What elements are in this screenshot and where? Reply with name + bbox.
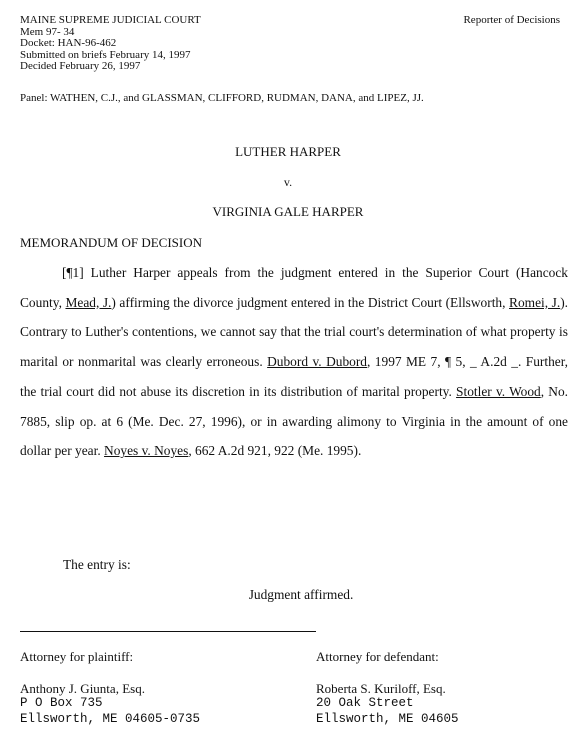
- plaintiff-attorney-address-2: Ellsworth, ME 04605-0735: [20, 711, 201, 726]
- judge-citation: Romei, J.: [509, 294, 561, 310]
- submitted-date: Submitted on briefs February 14, 1997: [20, 48, 191, 61]
- court-name: MAINE SUPREME JUDICIAL COURT: [20, 14, 201, 26]
- text-segment: ) affirming the divorce judgment entered in the District Court (Ellsworth,: [111, 294, 510, 310]
- defendant-attorney-name: Roberta S. Kuriloff, Esq.: [316, 680, 446, 696]
- paragraph-1: [20, 258, 568, 466]
- court-header: [20, 15, 201, 73]
- text-segment: , No. 7885, slip op. at 6 (Me. Dec. 27, 1996), or in awarding alimony to Virginia in the amount of one dollar per year.: [20, 383, 568, 459]
- judgment-text: Judgment affirmed.: [248, 587, 354, 602]
- defendant-attorney-label: Attorney for defendant:: [316, 649, 439, 664]
- plaintiff-attorney-block: [20, 649, 200, 727]
- plaintiff-name: LUTHER HARPER: [235, 144, 341, 159]
- judge-citation: Mead, J.: [65, 294, 112, 310]
- text-segment: , 1997 ME 7, ¶ 5, _ A.2d _. Further, the trial court did not abuse its discretion in its distribution of marital property.: [20, 354, 568, 399]
- versus: v.: [283, 175, 293, 189]
- panel-line: Panel: WATHEN, C.J., and GLASSMAN, CLIFFORD, RUDMAN, DANA, and LIPEZ, JJ.: [20, 92, 424, 104]
- entry-label: The entry is:: [63, 557, 131, 572]
- docket-number: Docket: HAN-96-462: [20, 37, 117, 49]
- defendant-attorney-block: [316, 649, 459, 727]
- memo-number: Mem 97- 34: [20, 25, 75, 38]
- text-segment: , 662 A.2d 921, 922 (Me. 1995).: [188, 443, 362, 459]
- case-citation: Dubord v. Dubord: [267, 354, 368, 370]
- decision-body: [20, 258, 568, 466]
- reporter-of-decisions: Reporter of Decisions: [463, 14, 560, 26]
- defendant-name: VIRGINIA GALE HARPER: [212, 204, 364, 219]
- signature-rule: [20, 631, 316, 632]
- defendant-attorney-address-1: 20 Oak Street: [316, 696, 414, 710]
- decided-date: Decided February 26, 1997: [20, 60, 141, 72]
- case-citation: Noyes v. Noyes: [104, 443, 189, 459]
- defendant-attorney-address-2: Ellsworth, ME 04605: [316, 711, 459, 726]
- plaintiff-attorney-address-1: P O Box 735: [20, 696, 103, 710]
- memo-title: MEMORANDUM OF DECISION: [20, 235, 203, 250]
- text-segment: ). Contrary to Luther's contentions, we cannot say that the trial court's determination of what property is marital or nonmarital was clearly erroneous.: [20, 294, 569, 370]
- text-segment: [¶1] Luther Harper appeals from the judgment entered in the Superior Court (Hancock County,: [20, 265, 568, 310]
- plaintiff-attorney-label: Attorney for plaintiff:: [20, 649, 134, 664]
- plaintiff-attorney-name: Anthony J. Giunta, Esq.: [20, 680, 145, 696]
- case-citation: Stotler v. Wood: [456, 383, 541, 399]
